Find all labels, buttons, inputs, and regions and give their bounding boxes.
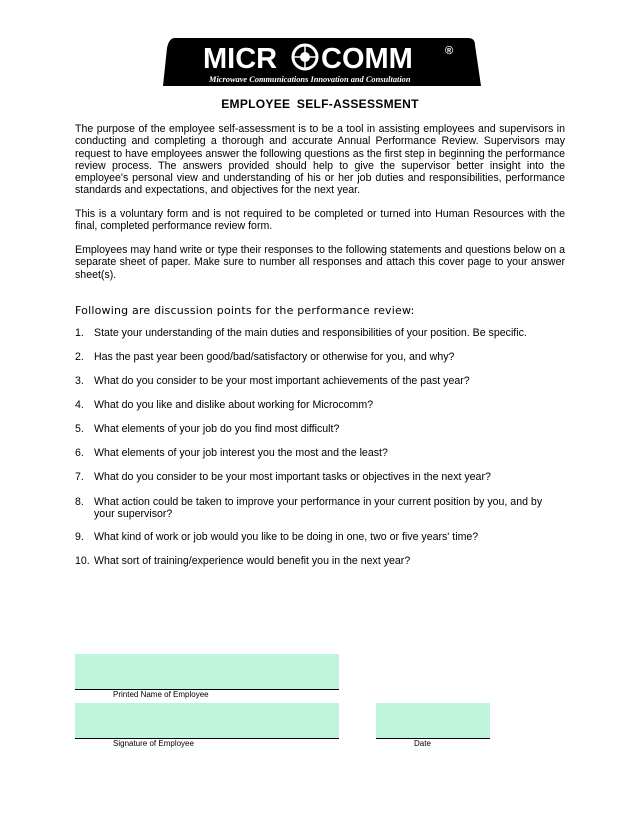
- question-text: What do you consider to be your most important achievements of the past year?: [94, 375, 470, 387]
- logo-tagline: Microwave Communications Innovation and Consultation: [209, 75, 411, 84]
- discussion-heading: Following are discussion points for the performance review:: [75, 304, 415, 317]
- question-text: What do you consider to be your most important tasks or objectives in the next year?: [94, 471, 491, 483]
- signature-field[interactable]: [75, 703, 339, 738]
- date-underline: [376, 738, 490, 739]
- voluntary-paragraph: This is a voluntary form and is not required to be completed or turned into Human Resources with the final, completed performance review form.: [75, 208, 565, 233]
- signature-label: Signature of Employee: [113, 739, 194, 748]
- printed-name-field[interactable]: [75, 654, 339, 689]
- question-number: 1.: [75, 327, 84, 339]
- printed-name-label: Printed Name of Employee: [113, 690, 209, 699]
- question-number: 5.: [75, 423, 84, 435]
- question-number: 4.: [75, 399, 84, 411]
- logo-brand-right: COMM: [321, 43, 413, 75]
- registered-mark: ®: [445, 45, 454, 57]
- question-text: What elements of your job interest you the most and the least?: [94, 447, 388, 459]
- logo-globe-icon: [293, 45, 317, 69]
- question-number: 9.: [75, 531, 84, 543]
- question-text: What sort of training/experience would benefit you in the next year?: [94, 555, 411, 567]
- question-number: 7.: [75, 471, 84, 483]
- question-text: What elements of your job do you find most difficult?: [94, 423, 340, 435]
- microcomm-logo: [163, 38, 481, 86]
- question-text: Has the past year been good/bad/satisfactory or otherwise for you, and why?: [94, 351, 455, 363]
- question-number: 8.: [75, 496, 84, 508]
- question-text: State your understanding of the main duties and responsibilities of your position. Be specific.: [94, 327, 527, 339]
- date-field[interactable]: [376, 703, 490, 738]
- question-number: 3.: [75, 375, 84, 387]
- page-title: EMPLOYEE SELF-ASSESSMENT: [221, 97, 419, 111]
- logo-graphic: [163, 38, 481, 86]
- question-number: 6.: [75, 447, 84, 459]
- logo-brand-left: MICR: [203, 43, 278, 75]
- question-text: What action could be taken to improve your performance in your current position by you, and by your supervisor?: [94, 496, 543, 521]
- date-label: Date: [414, 739, 431, 748]
- question-number: 10.: [75, 555, 90, 567]
- question-text: What kind of work or job would you like to be doing in one, two or five years' time?: [94, 531, 479, 543]
- question-text: What do you like and dislike about working for Microcomm?: [94, 399, 374, 411]
- intro-paragraph: The purpose of the employee self-assessment is to be a tool in assisting employees and supervisors in conducting and completing a thorough and accurate Annual Performance Review. Supervisors may request to have employees answer the following questions as the first step in beginning the performance review process. The answers provided should help to give the supervisor better insight into the employee's personal view and understanding of his or her job duties and responsibilities, performance standards and expectations, and objectives for the next year.: [75, 123, 565, 197]
- instructions-paragraph: Employees may hand write or type their responses to the following statements and questions below on a separate sheet of paper. Make sure to number all responses and attach this cover page to your answer sheet(s).: [75, 244, 565, 281]
- question-number: 2.: [75, 351, 84, 363]
